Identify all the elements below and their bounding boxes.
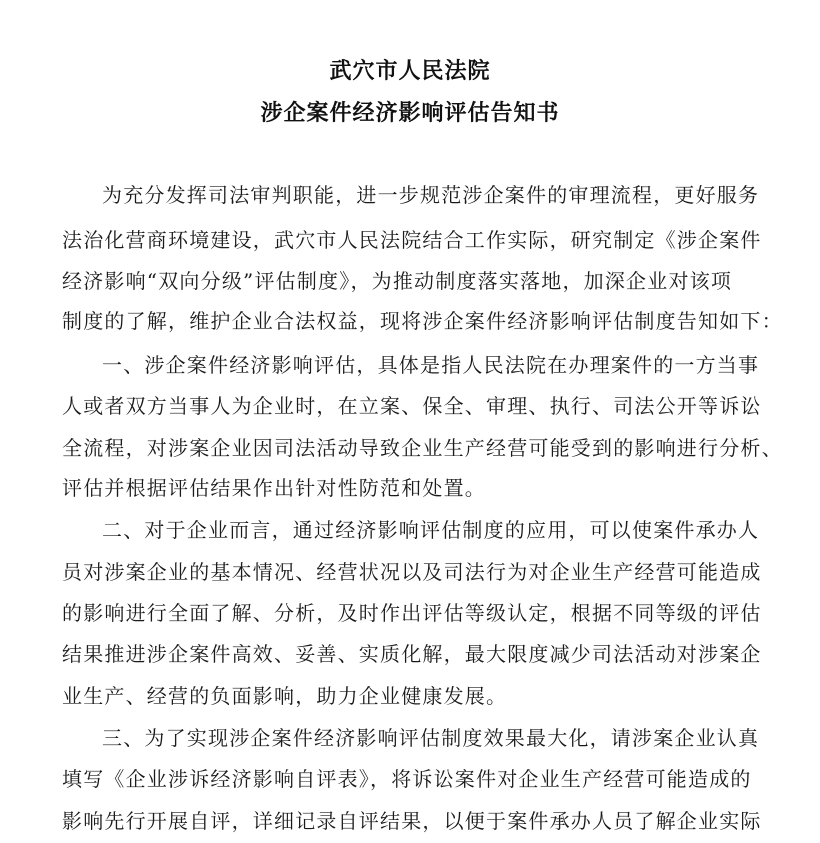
paragraph-line: 人或者双方当事人为企业时，在立案、保全、审理、执行、司法公开等诉讼: [62, 394, 762, 418]
paragraph-line: 制度的了解，维护企业合法权益，现将涉企案件经济影响评估制度告知如下：: [62, 309, 783, 333]
paragraph-line: 评估并根据评估结果作出针对性防范和处置。: [62, 476, 486, 500]
paragraph-line: 员对涉案企业的基本情况、经营状况以及司法行为对企业生产经营可能造成: [62, 560, 762, 584]
paragraph-line: 二、对于企业而言，通过经济影响评估制度的应用，可以使案件承办人: [102, 518, 760, 542]
paragraph-line: 经济影响“双向分级”评估制度》，为推动制度落实落地，加深企业对该项: [62, 269, 733, 293]
paragraph-line: 三、为了实现涉企案件经济影响评估制度效果最大化，请涉案企业认真: [102, 726, 760, 750]
paragraph-line: 为充分发挥司法审判职能，进一步规范涉企案件的审理流程，更好服务: [102, 183, 760, 207]
paragraph-line: 业生产、经营的负面影响，助力企业健康发展。: [62, 684, 508, 708]
paragraph-line: 结果推进涉企案件高效、妥善、实质化解，最大限度减少司法活动对涉案企: [62, 642, 762, 666]
paragraph-line: 填写《企业涉诉经济影响自评表》，将诉讼案件对企业生产经营可能造成的: [62, 767, 752, 791]
paragraph-line: 影响先行开展自评，详细记录自评结果，以便于案件承办人员了解企业实际: [62, 809, 762, 833]
paragraph-line: 一、涉企案件经济影响评估，具体是指人民法院在办理案件的一方当事: [102, 353, 760, 377]
paragraph-line: 法治化营商环境建设，武穴市人民法院结合工作实际，研究制定《涉企案件: [62, 228, 762, 252]
paragraph-line: 的影响进行全面了解、分析，及时作出评估等级认定，根据不同等级的评估: [62, 601, 762, 625]
document-title: 涉企案件经济影响评估告知书: [260, 100, 560, 126]
court-name-heading: 武穴市人民法院: [329, 58, 491, 84]
paragraph-line: 全流程，对涉案企业因司法活动导致企业生产经营可能受到的影响进行分析、: [62, 436, 783, 460]
